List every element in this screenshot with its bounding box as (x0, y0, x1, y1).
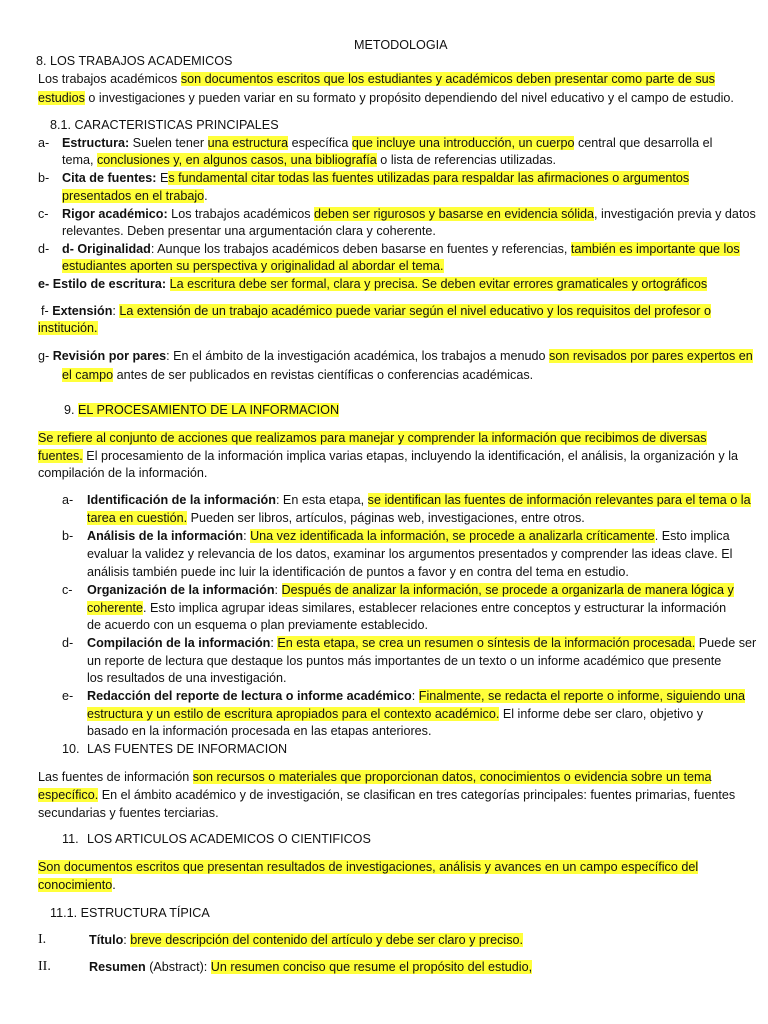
item-8a-line2: tema, conclusiones y, en algunos casos, una bibliografía o lista de referencias utilizadas. (62, 153, 557, 167)
item-9a-marker: a- (62, 493, 74, 507)
page-title: METODOLOGIA (354, 38, 448, 52)
section-9-heading: 9. EL PROCESAMIENTO DE LA INFORMACION (64, 403, 340, 417)
section-10-heading: LAS FUENTES DE INFORMACION (87, 742, 288, 756)
item-8a-marker: a- (38, 136, 50, 150)
item-8c-marker: c- (38, 207, 49, 221)
section-11-line1: Son documentos escritos que presentan resultados de investigaciones, análisis y avances en un campo específico del (38, 860, 699, 874)
section-11-number: 11. (62, 832, 79, 846)
item-8g-line2: el campo antes de ser publicados en revistas científicas o conferencias académicas. (62, 368, 534, 382)
section-10-line2: específico. En el ámbito académico y de investigación, se clasifican en tres categorías principales: fuentes primarias, fuentes (38, 788, 736, 802)
item-8f-line2: institución. (38, 321, 98, 335)
item-9d-line3: los resultados de una investigación. (87, 671, 287, 685)
item-9a-line2: tarea en cuestión. Pueden ser libros, artículos, páginas web, investigaciones, entre otros. (87, 511, 585, 525)
item-9e-line2: estructura y un estilo de escritura apropiados para el contexto académico. El informe debe ser claro, objetivo y (87, 707, 704, 721)
item-9e-line1: Redacción del reporte de lectura o informe académico: Finalmente, se redacta el reporte o informe, siguiendo una (87, 689, 745, 703)
section-9-intro-line1: Se refiere al conjunto de acciones que realizamos para manejar y comprender la información que recibimos de diversas (38, 431, 707, 445)
item-8f-line1: f- Extensión: La extensión de un trabajo académico puede variar según el nivel educativo y los requisitos del profesor o (41, 304, 711, 318)
item-9b-marker: b- (62, 529, 74, 543)
section-8-intro-line1: Los trabajos académicos son documentos escritos que los estudiantes y académicos deben presentar como parte de sus (38, 72, 715, 86)
item-8d-line1: d- Originalidad: Aunque los trabajos académicos deben basarse en fuentes y referencias, también es importante que los (62, 242, 740, 256)
item-9d-line2: un reporte de lectura que destaque los puntos más importantes de un texto o un informe académico que presente (87, 654, 722, 668)
section-9-intro-line3: compilación de la información. (38, 466, 208, 480)
item-8d-line2: estudiantes aporten su perspectiva y originalidad al abordar el tema. (62, 259, 444, 273)
section-10-line3: secundarias y fuentes terciarias. (38, 806, 219, 820)
item-8a-line1: Estructura: Suelen tener una estructura específica que incluye una introducción, un cuerpo central que desarrolla el (62, 136, 713, 150)
section-8-1-heading: 8.1. CARACTERISTICAS PRINCIPALES (50, 118, 279, 132)
item-9c-line2: coherente. Esto implica agrupar ideas similares, establecer relaciones entre conceptos y estructurar la información (87, 601, 727, 615)
section-9-intro-line2: fuentes. El procesamiento de la información implica varias etapas, incluyendo la identificación, el análisis, la organización y la (38, 449, 739, 463)
item-8d-marker: d- (38, 242, 50, 256)
item-8e-line1: e- Estilo de escritura: La escritura debe ser formal, clara y precisa. Se deben evitar errores gramaticales y ortográficos (38, 277, 708, 291)
item-11-1-ii-line: Resumen (Abstract): Un resumen conciso que resume el propósito del estudio, (89, 960, 533, 974)
section-11-heading: LOS ARTICULOS ACADEMICOS O CIENTIFICOS (87, 832, 371, 846)
section-8-intro-line2: estudios o investigaciones y pueden variar en su formato y propósito dependiendo del nivel educativo y el campo de estudio. (38, 91, 734, 105)
section-10-number: 10. (62, 742, 80, 756)
item-9d-marker: d- (62, 636, 74, 650)
item-11-1-i-line: Título: breve descripción del contenido del artículo y debe ser claro y preciso. (89, 933, 523, 947)
item-9c-line3: de acuerdo con un esquema o plan previamente establecido. (87, 618, 428, 632)
item-9a-line1: Identificación de la información: En esta etapa, se identifican las fuentes de información relevantes para el tema o la (87, 493, 751, 507)
item-9d-line1: Compilación de la información: En esta etapa, se crea un resumen o síntesis de la información procesada. Puede ser (87, 636, 757, 650)
item-9e-line3: basado en la información procesada en las etapas anteriores. (87, 724, 432, 738)
section-8-heading: 8. LOS TRABAJOS ACADEMICOS (36, 54, 233, 68)
item-9c-marker: c- (62, 583, 73, 597)
item-8c-line2: relevantes. Deben presentar una argumentación clara y coherente. (62, 224, 436, 238)
item-8b-line2: presentados en el trabajo. (62, 189, 208, 203)
section-11-line2: conocimiento. (38, 878, 116, 892)
item-8c-line1: Rigor académico: Los trabajos académicos deben ser rigurosos y basarse en evidencia sólida, investigación previa y datos (62, 207, 756, 221)
item-9b-line1: Análisis de la información: Una vez identificada la información, se procede a analizarla críticamente. Esto implica (87, 529, 730, 543)
item-8b-line1: Cita de fuentes: Es fundamental citar todas las fuentes utilizadas para respaldar las afirmaciones o argumentos (62, 171, 690, 185)
section-11-1-heading: 11.1. ESTRUCTURA TÍPICA (50, 906, 210, 920)
item-8g-line1: g- Revisión por pares: En el ámbito de la investigación académica, los trabajos a menudo son revisados por pares expertos en (38, 349, 753, 363)
item-9e-marker: e- (62, 689, 74, 703)
item-11-1-ii-marker: II. (38, 959, 51, 974)
item-11-1-i-marker: I. (38, 932, 47, 947)
item-8b-marker: b- (38, 171, 50, 185)
section-10-line1: Las fuentes de información son recursos o materiales que proporcionan datos, conocimientos o evidencia sobre un tema (38, 770, 712, 784)
item-9c-line1: Organización de la información: Después de analizar la información, se procede a organizarla de manera lógica y (87, 583, 734, 597)
item-9b-line3: análisis también puede inc luir la identificación de puntos a favor y en contra del tema en estudio. (87, 565, 629, 579)
item-9b-line2: evaluar la validez y relevancia de los datos, examinar los argumentos presentados y comprender las ideas clave. El (87, 547, 733, 561)
